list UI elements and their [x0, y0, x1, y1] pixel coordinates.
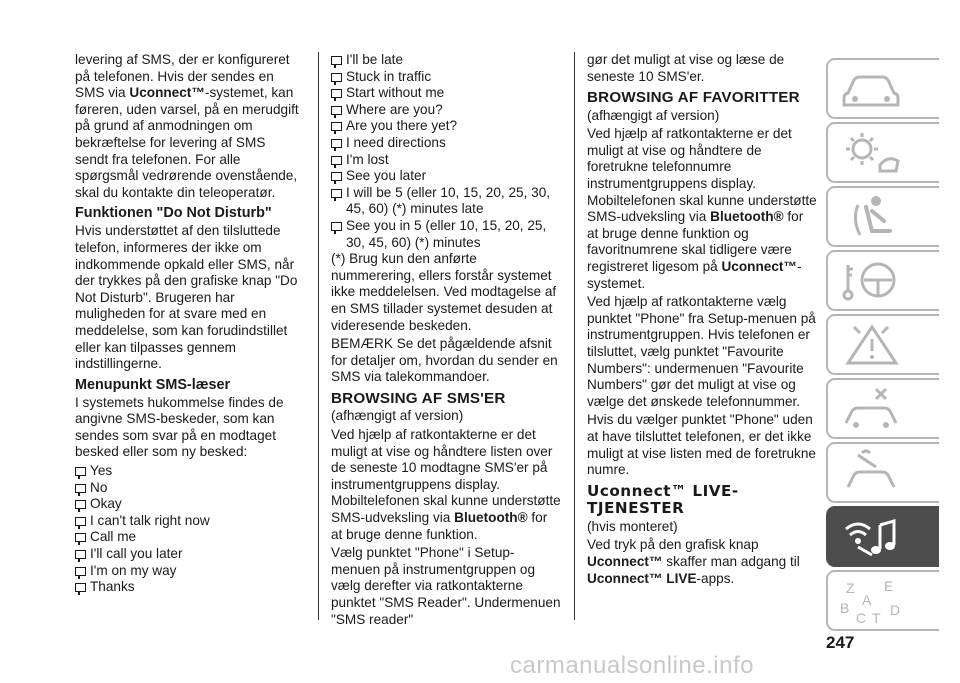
paragraph-continued: gør det muligt at vise og læse de seneste 10 SMS'er. [587, 52, 785, 84]
car-service-icon [836, 383, 906, 435]
heading-uconnect-live: Uconnect™ LIVE-TJENESTER [587, 481, 739, 518]
list-item: See you later [331, 168, 561, 185]
message-icon [75, 567, 86, 576]
sms-reply-list-1 [75, 463, 300, 596]
list-item: I will be 5 (eller 10, 15, 20, 25, 30, 45, 60) (*) minutes late [331, 185, 561, 218]
multimedia-icon [836, 511, 906, 563]
tab-safety[interactable] [826, 186, 939, 247]
tab-knowing-the-car[interactable] [826, 58, 939, 119]
paragraph-remark: BEMÆRK Se det pågældende afsnit for detaljer om, hvordan du sender en SMS via talekommandoer. [331, 336, 558, 385]
page-number: 247 [826, 633, 855, 652]
list-item: I'll call you later [75, 546, 300, 563]
tab-multimedia[interactable] [826, 506, 939, 567]
subheading-version: (afhængigt af version) [587, 107, 720, 123]
paragraph-favourites-1: Ved hjælp af ratkontakterne er det muligt at vise og håndtere de foretrukne telefonnumre instrumentgruppens display. Mobiltelefonen skal kunne understøtte SMS-udveksling via Bluetooth® for at bruge denne funktion og favoritnumrene skal tidligere være registreret ligesom på Uconnect™-systemet. [587, 126, 817, 291]
column-3 [587, 52, 817, 589]
wrench-car-icon [836, 447, 906, 499]
list-item: Okay [75, 496, 300, 513]
heading-do-not-disturb: Funktionen "Do Not Disturb" [75, 205, 272, 222]
list-item: I'm lost [331, 152, 561, 169]
index-letter: Z [846, 580, 855, 596]
column-1 [75, 52, 300, 596]
list-item: Stuck in traffic [331, 69, 561, 86]
message-icon [331, 172, 342, 181]
message-icon [75, 550, 86, 559]
tab-dashboard-lights[interactable] [826, 122, 939, 183]
index-letter: E [884, 578, 894, 594]
list-item: Where are you? [331, 102, 561, 119]
message-icon [75, 583, 86, 592]
list-item: No [75, 480, 300, 497]
list-item: Are you there yet? [331, 118, 561, 135]
column-divider [318, 52, 319, 620]
subheading-version: (afhængigt af version) [331, 408, 464, 424]
intro-paragraph: levering af SMS, der er konfigureret på telefonen. Hvis der sendes en SMS via Uconnect™-systemet, kan føreren, uden varsel, på en merudgift på grund af anmodningen om bekræftelse for levering af SMS sendt fra telefonen. For alle spørgsmål vedrørende ovenstående, skal du kontakte din teleoperatør. [75, 52, 299, 200]
heading-browsing-favourites: BROWSING AF FAVORITTER [587, 89, 800, 107]
message-icon [331, 106, 342, 115]
paragraph-favourites-3: Hvis du vælger punktet "Phone" uden at have tilsluttet telefonen, er det ikke muligt at vise listen med de foretrukne numre. [587, 412, 816, 478]
tab-servicing[interactable] [826, 378, 939, 439]
list-item: Call me [75, 529, 300, 546]
tab-in-an-emergency[interactable] [826, 314, 939, 375]
message-icon [331, 156, 342, 165]
message-icon [331, 122, 342, 131]
message-icon [331, 222, 342, 231]
message-icon [75, 533, 86, 542]
index-letter: B [840, 600, 850, 616]
index-letter: C [856, 610, 867, 626]
section-tabs [826, 58, 939, 634]
message-icon [75, 500, 86, 509]
paragraph-sms-reader: I systemets hukommelse findes de angivne SMS-beskeder, som kan sendes som svar på en modtaget besked eller som ny besked: [75, 394, 284, 460]
heading-sms-reader: Menupunkt SMS-læser [75, 376, 231, 393]
tab-technical-data[interactable] [826, 442, 939, 503]
paragraph-do-not-disturb: Hvis understøttet af den tilsluttede telefon, informeres der ikke om indkommende opkald eller SMS, når der trykkes på den grafiske knap "Do Not Disturb". Brugeren har muligheden for at svare med en meddelelse, som kan forudindstillet eller kan tilpasses gennem indstillingerne. [75, 223, 298, 372]
seat-airbag-icon [836, 191, 906, 243]
tab-index[interactable] [826, 570, 939, 631]
paragraph-favourites-2: Ved hjælp af ratkontakterne vælg punktet "Phone" fra Setup-menuen på instrumentgruppen. Hvis telefonen er tilsluttet, vælg punktet "Favourite Numbers": undermenuen "Favourite Numbers" gør det muligt at vise og vælge det ønskede telefonnummer. [587, 294, 816, 409]
paragraph-browsing-sms-2: Vælg punktet "Phone" i Setup-menuen på instrumentgruppen og vælg derefter via ratkontakterne punktet "SMS Reader". Undermenuen "SMS reader" [331, 545, 561, 627]
steering-wheel-key-icon [836, 255, 906, 307]
message-icon [331, 73, 342, 82]
message-icon [75, 517, 86, 526]
list-item: I can't talk right now [75, 513, 300, 530]
sms-reply-list-2 [331, 52, 561, 251]
alphabet-index-icon [836, 575, 906, 627]
list-item: Start without me [331, 85, 561, 102]
index-letter: A [862, 592, 872, 608]
dashboard-lights-icon [836, 127, 906, 179]
message-icon [331, 139, 342, 148]
column-divider [574, 52, 575, 620]
message-icon [331, 189, 342, 198]
list-item: See you in 5 (eller 10, 15, 20, 25, 30, 45, 60) (*) minutes [331, 218, 561, 251]
list-item: I'm on my way [75, 563, 300, 580]
message-icon [75, 484, 86, 493]
column-2 [331, 52, 561, 630]
message-icon [331, 89, 342, 98]
list-item: Yes [75, 463, 300, 480]
message-icon [331, 56, 342, 65]
paragraph-numbering-note: (*) Brug kun den anførte nummerering, ellers forstår systemet ikke meddelelsen. Ved modtagelse af en SMS tillader systemet desuden at videresende beskeden. [331, 251, 557, 333]
list-item: I need directions [331, 135, 561, 152]
heading-browsing-sms: BROWSING AF SMS'ER [331, 389, 506, 407]
list-item: Thanks [75, 579, 300, 596]
index-letter: D [890, 602, 901, 618]
paragraph-uconnect-live: Ved tryk på den grafisk knap Uconnect™ skaffer man adgang til Uconnect™ LIVE-apps. [587, 537, 800, 586]
message-icon [75, 467, 86, 476]
watermark: carmanualsonline.info [510, 652, 754, 679]
index-letter: T [872, 610, 881, 626]
list-item: I'll be late [331, 52, 561, 69]
paragraph-browsing-sms-1: Ved hjælp af ratkontakterne er det muligt at vise og håndtere listen over de seneste 10 modtagne SMS'er på instrumentgruppens display. Mobiltelefonen skal kunne understøtte SMS-udveksling via Bluetooth® for at bruge denne funktion. [331, 426, 561, 542]
warning-triangle-icon [836, 319, 906, 371]
car-icon [836, 63, 906, 115]
subheading-if-fitted: (hvis monteret) [587, 518, 678, 534]
tab-starting-driving[interactable] [826, 250, 939, 311]
